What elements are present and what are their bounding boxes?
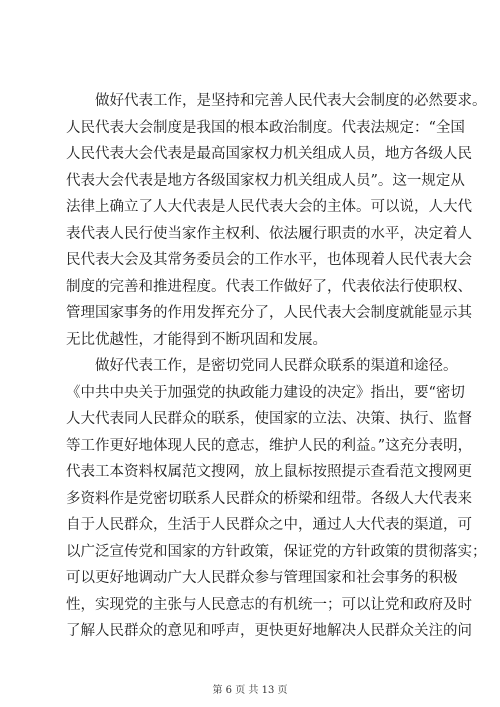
paragraph-line: 管理国家事务的作用发挥充分了，人民代表大会制度就能显示其 bbox=[66, 305, 472, 321]
paragraph-line: 民代表大会及其常务委员会的工作水平，也体现着人民代表大会 bbox=[66, 252, 472, 268]
paragraph-1 bbox=[66, 88, 487, 353]
paragraph-line: 自于人民群众，生活于人民群众之中，通过人大代表的渠道，可 bbox=[66, 517, 472, 533]
paragraph-line: 做好代表工作，是坚持和完善人民代表大会制度的必然要求。 bbox=[95, 93, 487, 109]
paragraph-line: 性，实现党的主张与人民意志的有机统一；可以让党和政府及时 bbox=[66, 596, 472, 613]
paragraph-line: 人民代表大会代表是最高国家权力机关组成人员，地方各级人民 bbox=[66, 146, 472, 162]
paragraph-2 bbox=[66, 353, 487, 645]
paragraph-line: 多资料作是党密切联系人民群众的桥梁和纽带。各级人大代表来 bbox=[66, 490, 472, 507]
paragraph-line: 等工作更好地体现人民的意志，维护人民的利益。”这充分表明， bbox=[66, 437, 473, 454]
page-number-footer: 第 6 页 共 13 页 bbox=[212, 685, 288, 696]
paragraph-line: 人大代表同人民群众的联系，使国家的立法、决策、执行、监督 bbox=[66, 411, 472, 427]
paragraph-line: 法律上确立了人大代表是人民代表大会的主体。可以说，人大代 bbox=[66, 199, 472, 215]
paragraph-line: 代表工本资料权属范文搜网，放上鼠标按照提示查看范文搜网更 bbox=[66, 464, 472, 480]
paragraph-line: 无比优越性，才能得到不断巩固和发展。 bbox=[66, 331, 327, 348]
paragraph-line: 了解人民群众的意见和呼声，更快更好地解决人民群众关注的问 bbox=[66, 623, 472, 639]
paragraph-line: 做好代表工作，是密切党同人民群众联系的渠道和途径。 bbox=[95, 358, 458, 374]
paragraph-line: 表代表人民行使当家作主权利、依法履行职责的水平，决定着人 bbox=[66, 225, 472, 242]
paragraph-line: 可以更好地调动广大人民群众参与管理国家和社会事务的积极 bbox=[66, 570, 458, 586]
paragraph-line: 《中共中央关于加强党的执政能力建设的决定》指出，要“密切 bbox=[66, 384, 465, 401]
paragraph-line: 人民代表大会制度是我国的根本政治制度。代表法规定：“全国 bbox=[66, 119, 465, 136]
paragraph-line: 代表大会代表是地方各级国家权力机关组成人员”。这一规定从 bbox=[66, 172, 465, 189]
document-body bbox=[66, 88, 487, 645]
paragraph-line: 以广泛宣传党和国家的方针政策，保证党的方针政策的贯彻落实； bbox=[66, 543, 487, 560]
paragraph-line: 制度的完善和推进程度。代表工作做好了，代表依法行使职权、 bbox=[66, 278, 472, 295]
